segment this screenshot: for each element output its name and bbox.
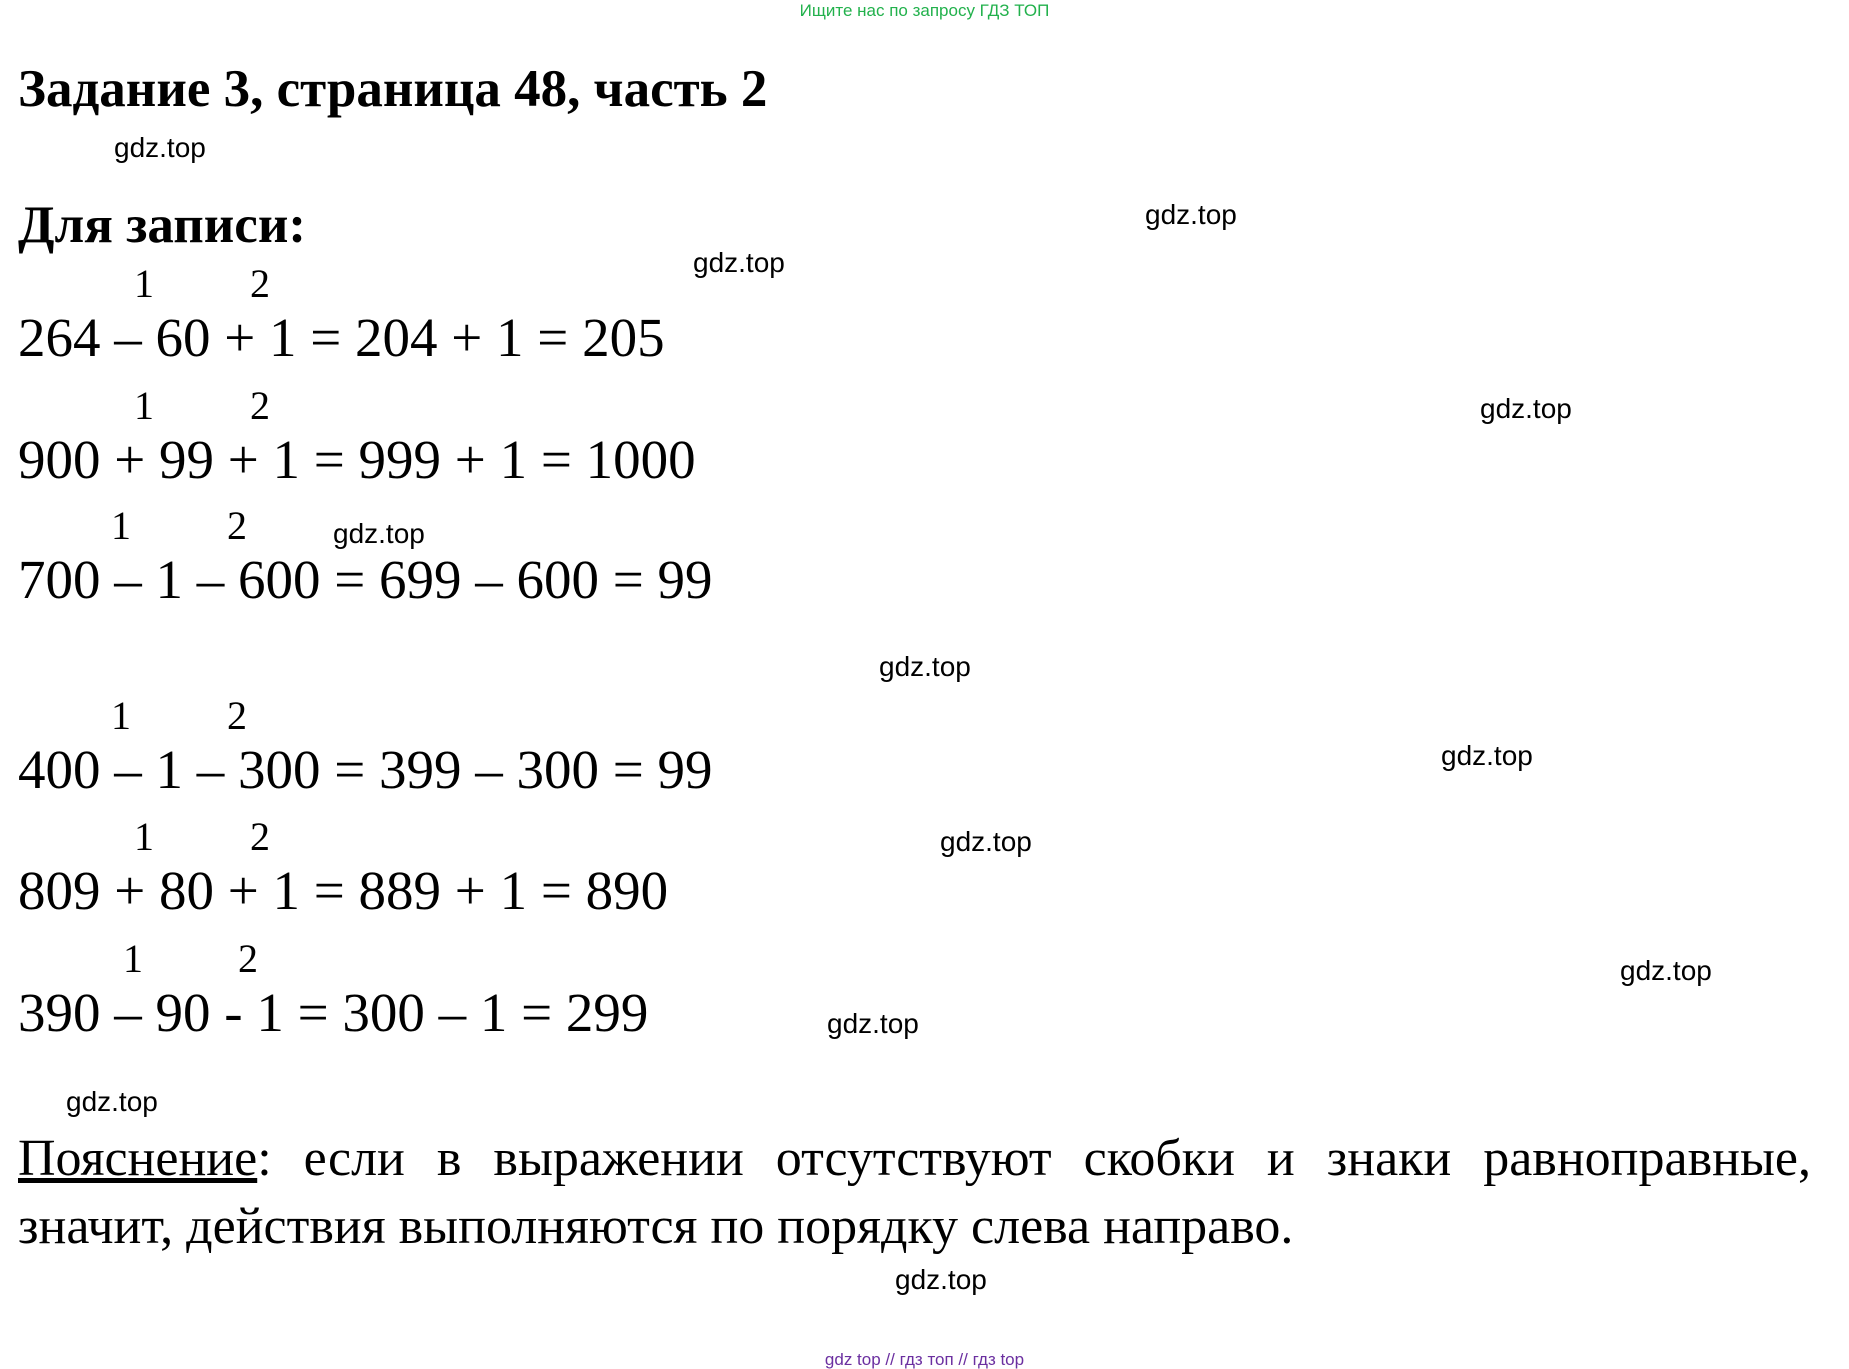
equation-block-1 xyxy=(18,262,1018,382)
equation-line: 400 – 1 – 300 = 399 – 300 = 99 xyxy=(18,739,713,800)
equation-block-2 xyxy=(18,384,1018,504)
watermark-label: gdz.top xyxy=(827,1008,919,1039)
step-label-2: 2 xyxy=(250,814,270,859)
watermark-label: gdz.top xyxy=(1480,393,1572,424)
explanation-text: : если в выражении отсутствуют скобки и знаки равноправные, значит, действия выполняются по порядку слева направо. xyxy=(18,1130,1811,1255)
step-label-1: 1 xyxy=(134,261,154,306)
equation-line: 390 – 90 - 1 = 300 – 1 = 299 xyxy=(18,982,649,1043)
step-label-2: 2 xyxy=(227,693,247,738)
step-label-2: 2 xyxy=(238,936,258,981)
step-label-1: 1 xyxy=(123,936,143,981)
footer-links[interactable]: gdz top // гдз топ // гдз top xyxy=(824,1350,1025,1369)
explanation-label: Пояснение xyxy=(18,1130,258,1187)
watermark-label: gdz.top xyxy=(940,826,1032,857)
equation-block-3 xyxy=(18,504,1018,624)
watermark-label: gdz.top xyxy=(1441,740,1533,771)
watermark-label: gdz.top xyxy=(1620,955,1712,986)
step-label-1: 1 xyxy=(111,693,131,738)
watermark-label: gdz.top xyxy=(879,651,971,682)
step-label-1: 1 xyxy=(111,503,131,548)
step-label-1: 1 xyxy=(134,383,154,428)
section-subtitle: Для записи: xyxy=(18,196,307,254)
watermark-label: gdz.top xyxy=(114,132,206,163)
explanation-paragraph xyxy=(18,1125,1811,1261)
watermark-label: gdz.top xyxy=(693,247,785,278)
watermark-label: gdz.top xyxy=(333,518,425,549)
equation-line: 900 + 99 + 1 = 999 + 1 = 1000 xyxy=(18,429,696,490)
equation-line: 809 + 80 + 1 = 889 + 1 = 890 xyxy=(18,860,669,921)
equation-line: 700 – 1 – 600 = 699 – 600 = 99 xyxy=(18,549,713,610)
top-banner[interactable]: Ищите нас по запросу ГДЗ ТОП xyxy=(799,1,1050,20)
equation-block-4 xyxy=(18,694,1018,814)
equation-block-5 xyxy=(18,815,1018,935)
watermark-label: gdz.top xyxy=(895,1264,987,1295)
watermark-label: gdz.top xyxy=(66,1086,158,1117)
watermark-label: gdz.top xyxy=(1145,199,1237,230)
step-label-1: 1 xyxy=(134,814,154,859)
step-label-2: 2 xyxy=(227,503,247,548)
step-label-2: 2 xyxy=(250,383,270,428)
step-label-2: 2 xyxy=(250,261,270,306)
equation-line: 264 – 60 + 1 = 204 + 1 = 205 xyxy=(18,307,665,368)
page-title: Задание 3, страница 48, часть 2 xyxy=(18,60,768,118)
